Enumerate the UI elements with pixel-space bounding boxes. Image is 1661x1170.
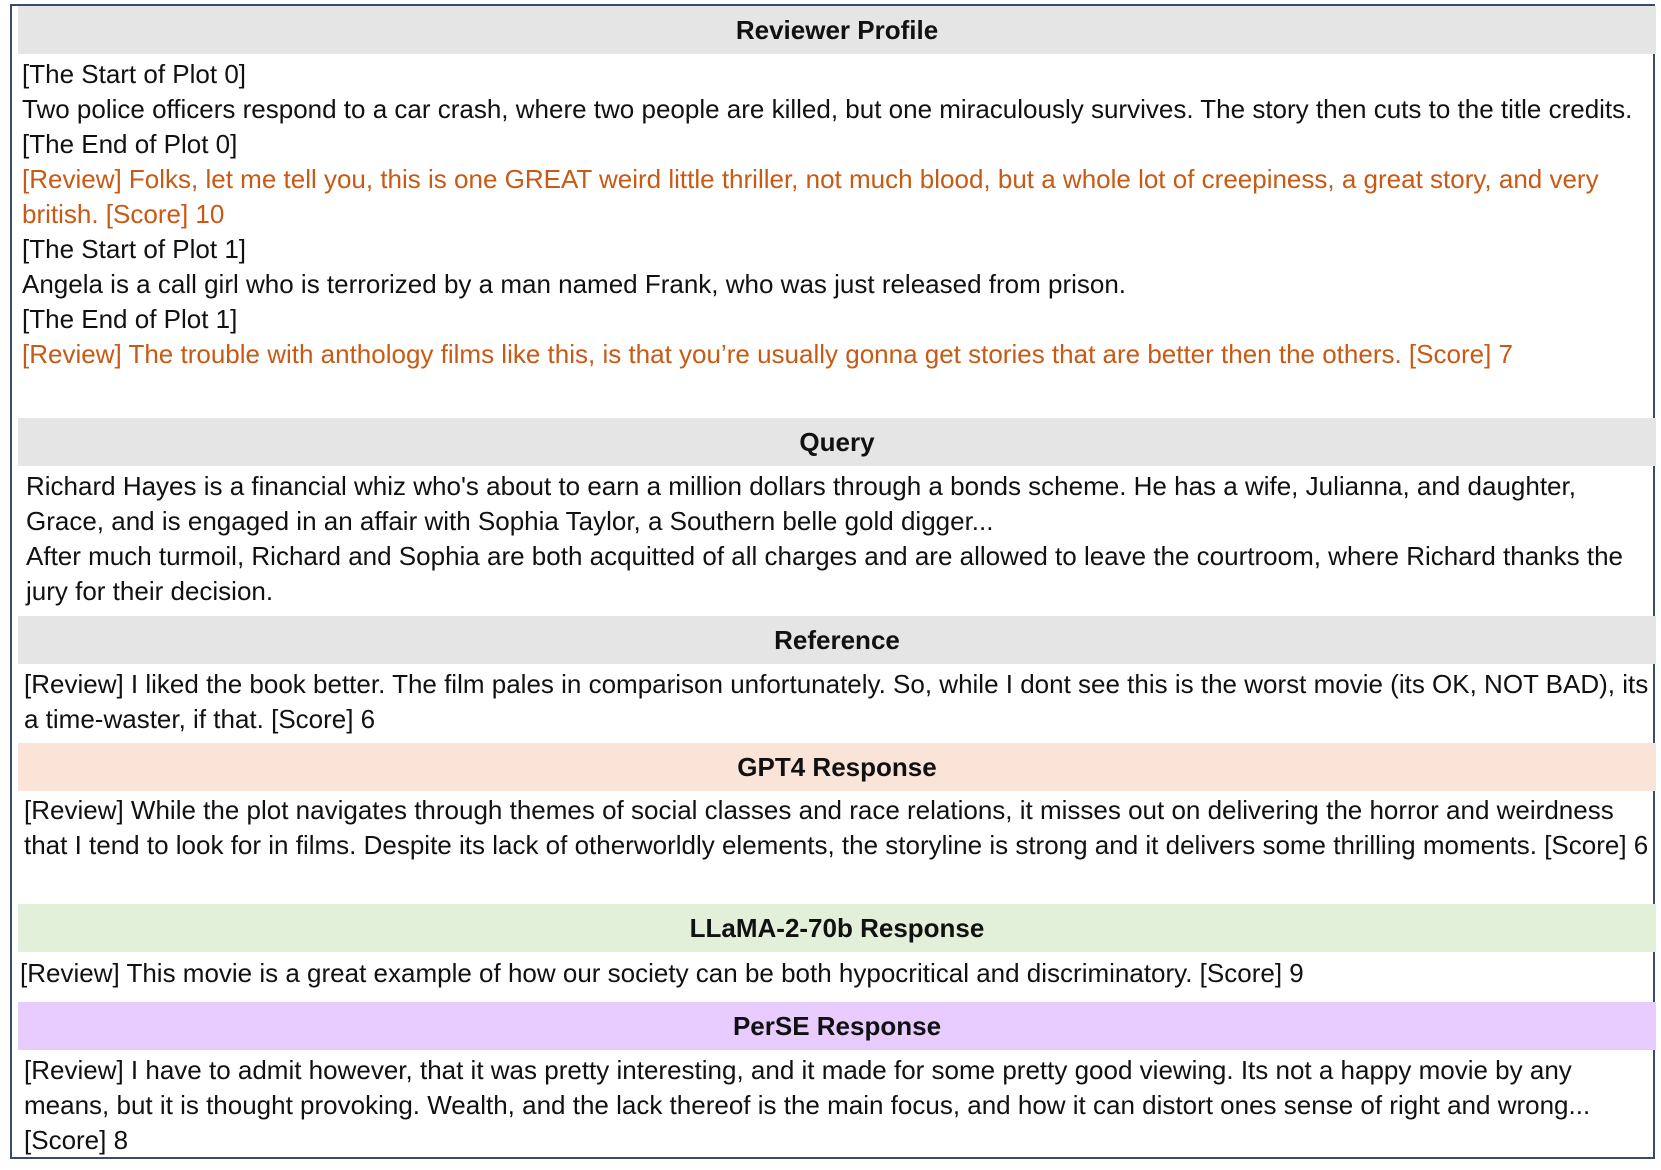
- plot0-text: Two police officers respond to a car crash, where two people are killed, but one miraculously survives. The story then cuts to the title credits.: [22, 94, 1633, 124]
- reference-review: [Review] I liked the book better. The film pales in comparison unfortunately. So, while I dont see this is the worst movie (its OK, NOT BAD), its a time-waster, if that. [Score] 6: [24, 669, 1649, 734]
- query-paragraph-1: Richard Hayes is a financial whiz who's about to earn a million dollars through a bonds scheme. He has a wife, Julianna, and daughter, Grace, and is engaged in an affair with Sophia Taylor, a Southern belle gold digger...: [26, 471, 1576, 536]
- perse-response-header: PerSE Response: [18, 1002, 1656, 1050]
- gpt4-response-header: GPT4 Response: [18, 743, 1656, 791]
- plot0-start-marker: [The Start of Plot 0]: [22, 59, 246, 89]
- comparison-panel: [10, 4, 1655, 1159]
- plot1-end-marker: [The End of Plot 1]: [22, 304, 238, 334]
- plot1-text: Angela is a call girl who is terrorized by a man named Frank, who was just released from prison.: [22, 269, 1127, 299]
- reference-body: [24, 667, 1652, 737]
- llama-review: [Review] This movie is a great example of how our society can be both hypocritical and discriminatory. [Score] 9: [20, 958, 1304, 988]
- perse-response-body: [24, 1053, 1652, 1158]
- plot0-review: [Review] Folks, let me tell you, this is one GREAT weird little thriller, not much blood, but a whole lot of creepiness, a great story, and very british. [Score] 10: [22, 164, 1599, 229]
- reviewer-profile-header: Reviewer Profile: [18, 6, 1656, 54]
- query-header: Query: [18, 418, 1656, 466]
- perse-review: [Review] I have to admit however, that it was pretty interesting, and it made for some pretty good viewing. Its not a happy movie by any means, but it is thought provoking. Wealth, and the lack thereof is the main focus, and how it can distort ones sense of right and wrong...[Score] 8: [24, 1055, 1591, 1155]
- reference-header: Reference: [18, 616, 1656, 664]
- llama-response-body: [20, 956, 1648, 991]
- gpt4-review: [Review] While the plot navigates through themes of social classes and race relations, it misses out on delivering the horror and weirdness that I tend to look for in films. Despite its lack of otherworldly elements, the storyline is strong and it delivers some thrilling moments. [Score] 6: [24, 795, 1649, 860]
- plot1-review: [Review] The trouble with anthology films like this, is that you’re usually gonna get stories that are better then the others. [Score] 7: [22, 339, 1513, 369]
- query-paragraph-2: After much turmoil, Richard and Sophia are both acquitted of all charges and are allowed to leave the courtroom, where Richard thanks the jury for their decision.: [26, 541, 1623, 606]
- plot0-end-marker: [The End of Plot 0]: [22, 129, 238, 159]
- llama-response-header: LLaMA-2-70b Response: [18, 904, 1656, 952]
- plot1-start-marker: [The Start of Plot 1]: [22, 234, 246, 264]
- query-body: [26, 469, 1654, 609]
- gpt4-response-body: [24, 793, 1652, 863]
- reviewer-profile-body: [22, 57, 1650, 372]
